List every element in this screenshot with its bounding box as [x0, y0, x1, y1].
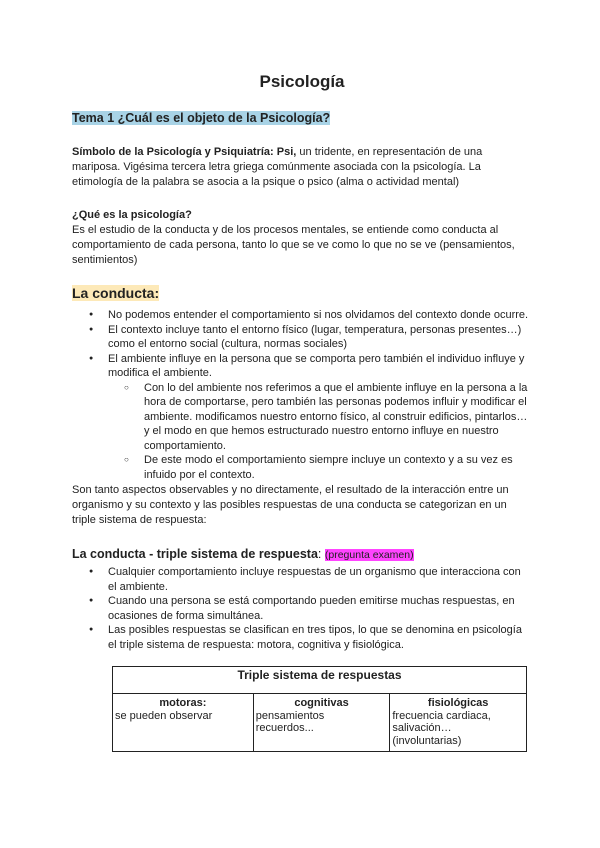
column-header: fisiológicas [427, 697, 489, 709]
triple-heading-colon: : [317, 547, 325, 561]
cell-line: frecuencia cardiaca, [392, 709, 491, 722]
triple-list [72, 565, 532, 652]
table-title: Triple sistema de respuestas [113, 667, 527, 694]
tema-heading-highlight: Tema 1 ¿Cuál es el objeto de la Psicología? [72, 111, 331, 125]
que-es-question [72, 208, 532, 223]
list-item-text: El ambiente influye en la persona que se comporta pero también el individuo influye y modifica el ambiente. [108, 352, 525, 379]
cell-line: salivación… [392, 722, 452, 734]
triple-heading-text: La conducta - triple sistema de respuesta [72, 547, 318, 561]
table-cell-cognitivas [253, 694, 390, 752]
cell-line: se pueden observar [115, 709, 213, 722]
table-cell-motoras [113, 694, 254, 752]
triple-heading [72, 546, 532, 563]
que-es-answer: Es el estudio de la conducta y de los procesos mentales, se entiende como conducta al comportamiento de cada persona, tanto lo que se ve como lo que no se ve (pensamientos, sentimientos) [72, 224, 515, 266]
list-item: ● El contexto incluye tanto el entorno físico (lugar, temperatura, personas presentes…) como el entorno social (cultura, normas sociales) [72, 323, 532, 352]
que-es-question-text: ¿Qué es la psicología? [72, 209, 192, 221]
cell-line: pensamientos [255, 709, 325, 722]
conducta-list [72, 308, 532, 482]
document-title: Psicología [259, 72, 345, 91]
list-item: ● Cualquier comportamiento incluye respuestas de un organismo que interacciona con el ambiente. [72, 565, 532, 594]
respuestas-table [112, 666, 527, 752]
column-header: motoras: [159, 697, 207, 709]
exam-tag: (pregunta examen) [324, 549, 414, 561]
sub-list-item: ○ Con lo del ambiente nos referimos a que el ambiente influye en la persona a la hora de comportarse, pero también las personas podemos influir y modificar el ambiente. modificamos nuestro entorno físico, al construir edificios, pintarlos… y el modo en que hemos estructurado nuestro entorno influye en nuestro comportamiento. [72, 381, 532, 454]
simbolo-paragraph [72, 145, 532, 190]
conducta-heading [72, 284, 532, 302]
simbolo-text: un tridente, en representación de una mariposa. Vigésima tercera letra griega comúnmente asociada con la psicología. La etimología de la palabra se asocia a la psique o psico (alma o actividad mental) [72, 146, 483, 188]
list-item: ● Las posibles respuestas se clasifican en tres tipos, lo que se denomina en psicología el triple sistema de respuesta: motora, cognitiva y fisiológica. [72, 623, 532, 652]
list-item: ● No podemos entender el comportamiento si nos olvidamos del contexto donde ocurre. [72, 308, 532, 323]
list-item: ● Cuando una persona se está comportando pueden emitirse muchas respuestas, en ocasiones de forma simultánea. [72, 594, 532, 623]
cell-line: (involuntarias) [392, 734, 462, 747]
simbolo-bold: Símbolo de la Psicología y Psiquiatría: Psi, [72, 146, 297, 158]
table-cell-fisiologicas [390, 694, 527, 752]
document-page [72, 72, 532, 752]
conducta-sublist [108, 381, 532, 483]
conducta-summary: Son tanto aspectos observables y no directamente, el resultado de la interacción entre un organismo y su contexto y las posibles respuestas de una conducta se categorizan en un triple sistema de respuesta: [72, 484, 509, 526]
sub-list-item: ○ De este modo el comportamiento siempre incluye un contexto y a su vez es infuido por el contexto. [72, 453, 532, 482]
conducta-heading-highlight: La conducta: [72, 285, 160, 301]
column-header: cognitivas [294, 697, 349, 709]
table-row [113, 694, 527, 752]
list-item [72, 352, 532, 483]
tema-heading [72, 110, 532, 126]
cell-line: recuerdos... [255, 722, 314, 734]
